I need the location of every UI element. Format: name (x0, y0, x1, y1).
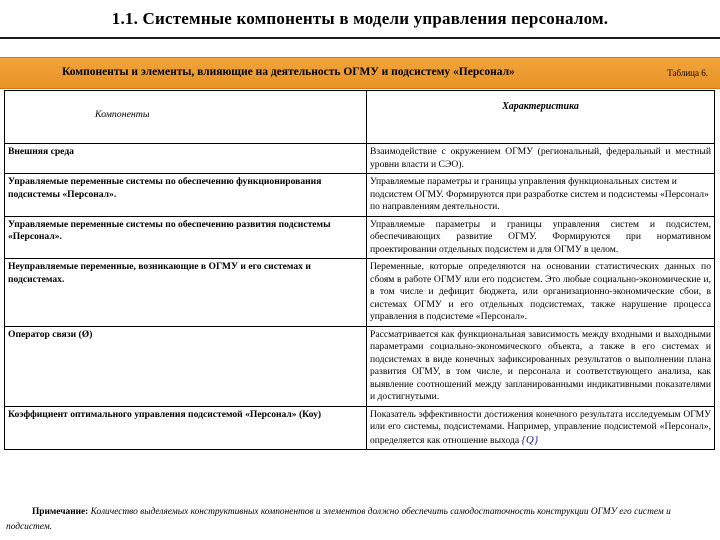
row-description: Переменные, которые определяются на основании статистических данных по сбоям в работе ОГМУ или его подсистем. Это любые социально-экономические и, в том числе и дефицит бюджета, или организационно-экономические сбои, в системах ОГМУ и его отдельных подсистемах, также нарушение процесса управления в подсистеме «Персонал». (367, 259, 715, 327)
table-header-row (5, 91, 715, 144)
table-row (5, 326, 715, 406)
subtitle-band (0, 57, 720, 89)
page-title: 1.1. Системные компоненты в модели управления персоналом. (111, 8, 609, 28)
row-component: Внешняя среда (5, 144, 367, 174)
row-component: Управляемые переменные системы по обеспечению развития подсистемы «Персонал». (5, 216, 367, 259)
header-characteristic: Характеристика (367, 91, 715, 144)
row-description: Управляемые параметры и границы управления функциональных систем и подсистем ОГМУ. Формируются при разработке систем и подсистемы «Персонал» по направлениям деятельности. (367, 174, 715, 217)
table-row (5, 406, 715, 450)
row-description: Взаимодействие с окружением ОГМУ (региональный, федеральный и местный уровни власти и СЭО). (367, 144, 715, 174)
footnote (6, 505, 712, 535)
table-row (5, 259, 715, 327)
row-component: Неуправляемые переменные, возникающие в ОГМУ и его системах и подсистемах. (5, 259, 367, 327)
table-row (5, 144, 715, 174)
title-bar (0, 0, 720, 39)
header-components: Компоненты (5, 91, 367, 144)
row-description-text: Показатель эффективности достижения конечного результата исследуемым ОГМУ или его системы, подсистемами. Например, управление подсистемой «Персонал», определяется как отношение выхода (370, 408, 711, 446)
table-row (5, 174, 715, 217)
row-description: Рассматривается как функциональная зависимость между входными и выходными параметрами социально-экономического объекта, а также в его системах и подсистемах в виде конечных зафиксированных результатов о выполнении плана развития ОГМУ, в том числе, и персонала и соответствующего анализа, как выявление соотношений между запланированными индикативными показателями и достигнутыми. (367, 326, 715, 406)
formula-q: {Q} (521, 433, 539, 446)
row-description: Управляемые параметры и границы управления систем и подсистем, обеспечивающих развитие ОГМУ. Формируются при нормативном проектировании отдельных подсистем и для ОГМУ в целом. (367, 216, 715, 259)
table-subtitle: Компоненты и элементы, влияющие на деятельность ОГМУ и подсистему «Персонал» (62, 66, 515, 78)
row-component: Коэффициент оптимального управления подсистемой «Персонал» (Коу) (5, 406, 367, 450)
note-text: Количество выделяемых конструктивных компонентов и элементов должно обеспечить самодостаточность конструкции ОГМУ его систем и подсистем. (6, 507, 671, 532)
row-description (367, 406, 715, 450)
table-row (5, 216, 715, 259)
table-label: Таблица 6. (667, 68, 708, 78)
components-table (4, 90, 715, 450)
note-label: Примечание: (32, 507, 89, 517)
row-component: Управляемые переменные системы по обеспечению функционирования подсистемы «Персонал». (5, 174, 367, 217)
row-component: Оператор связи (Ø) (5, 326, 367, 406)
